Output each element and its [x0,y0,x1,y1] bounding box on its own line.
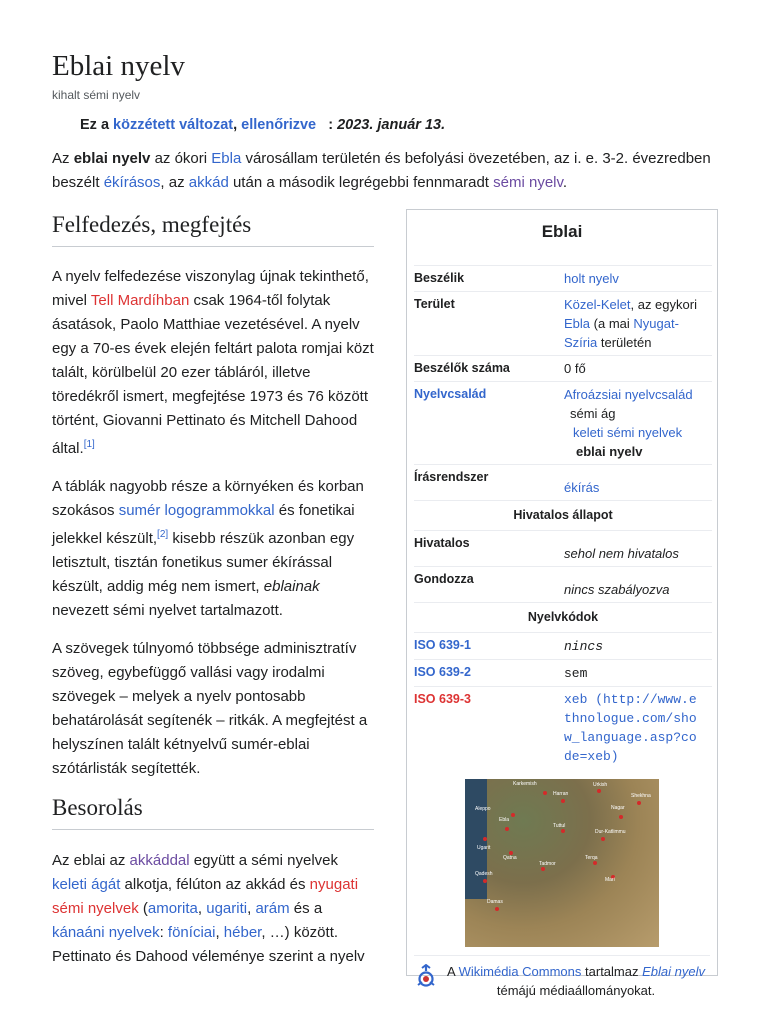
keleti-ag-link[interactable]: keleti ágát [52,876,121,893]
map-label: Urkish [593,782,608,788]
map-label: Karkemish [513,781,537,787]
p-text: , …) között. Pettinato és Dahood véleménye szerint a nyelv [52,924,365,965]
eblai-nyelv-commons-link[interactable]: Eblai nyelv [642,964,705,979]
intro-text-3: városállam területén és befolyási övezetében, az i. e. 3-2. évezredben beszélt [52,150,711,191]
ebla-region-map[interactable] [465,779,659,947]
header-text: Nyelvkódok [414,603,712,633]
semi-nyelv-link[interactable]: sémi nyelv [493,174,563,191]
foniciai-link[interactable]: föníciai [167,924,216,941]
language-infobox [406,209,718,998]
map-dot [483,837,487,841]
link-line: xeb (http://www.e [564,692,697,707]
map-label: Shekhna [631,793,651,799]
map-label: Mari [605,877,615,883]
intro-bold: eblai nyelv [73,150,151,167]
link-line: thnologue.com/sho [564,711,697,726]
revision-prefix: Ez a [80,117,110,133]
map-label: Tuttul [553,823,566,829]
map-label: Dur-Katlimmu [595,829,626,835]
row-key: Beszélők száma [414,356,564,382]
commons-text-3: témájú médiaállományokat. [496,983,656,998]
map-dot [561,799,565,803]
revision-colon: : [328,117,334,133]
row-text: (a mai [590,316,634,331]
row-text: területén [597,335,652,350]
section-classification-body [52,849,374,983]
map-dot [637,801,641,805]
row-key: Hivatalos [414,531,564,567]
intro-text-2: az ókori [150,150,212,167]
iso-639-3-link[interactable]: ISO 639-3 [414,692,471,706]
infobox-header-official [414,501,712,531]
iso-639-2-link[interactable]: ISO 639-2 [414,665,471,679]
p-text: : [159,924,168,941]
commons-text-1: A [447,964,459,979]
p-text: és fonetikai jelekkel készült, [52,502,355,547]
p-text: , [197,900,207,917]
row-key: Írásrendszer [414,465,564,501]
p-text: csak 1964-től folytak ásatások, Paolo Matthiae vezetésével. A nyelv egy a 70-es évek elején feltárt palota romjai közt talált, körülbelül 20 ezer tábláról, illetve töredékről ismert, megfejtése 1973 és 76 között történt, Giovanni Pettinato és Mitchell Dahood által. [52,292,374,457]
p-text: , [215,924,224,941]
revision-notice [80,117,445,133]
map-label: Damas [487,899,503,905]
infobox-row-regulator [414,567,712,603]
family-eblai: eblai nyelv [576,444,643,459]
infobox-row-iso1 [414,633,712,660]
map-dot [495,907,499,911]
section-heading-classification: Besorolás [52,795,374,830]
map-dot [505,827,509,831]
commons-text [442,962,710,1000]
p-text: A táblák nagyobb része a környéken és korban szokásos [52,478,364,519]
kozel-kelet-link[interactable]: Közel-Kelet [564,297,631,312]
row-key: Terület [414,292,564,356]
p-text: Az eblai az [52,852,130,869]
p-text: alkotja, félúton az akkád és [120,876,310,893]
map-dot [541,867,545,871]
family-semi: sémi ág [570,406,616,421]
discovery-paragraph-1 [52,265,374,461]
map-label: Nagar [611,805,625,811]
amorita-link[interactable]: amorita [147,900,198,917]
section-discovery-body [52,265,374,795]
p-text: ( [138,900,148,917]
revision-sep: , [233,117,238,133]
map-dot [511,813,515,817]
map-dot [483,879,487,883]
map-dot [593,861,597,865]
commons-text-2: tartalmaz [581,964,643,979]
row-value: sem [564,666,588,681]
intro-text-1: Az [52,150,74,167]
nyugat-sziria-link[interactable]: Nyugat-Szíria [564,316,679,350]
akkad-link[interactable]: akkád [188,174,229,191]
map-label: Tadmor [539,861,556,867]
p-text: nevezett sémi nyelvet tartalmazott. [52,602,283,619]
intro-text-5: után a második legrégebbi fennmaradt [228,174,494,191]
map-label: Harran [553,791,569,797]
infobox-table [414,265,712,769]
ekirasos-link[interactable]: ékírásos [103,174,161,191]
infobox-row-speaker-count [414,356,712,382]
afroazsiai-link[interactable]: Afroázsiai nyelvcsalád [564,387,693,402]
infobox-title: Eblai [541,222,583,241]
map-dot [543,791,547,795]
infobox-row-iso3 [414,687,712,770]
akkad-link-2[interactable]: akkáddal [129,852,190,869]
ethnologue-link[interactable] [564,690,712,766]
row-value: sehol nem hivatalos [564,546,679,561]
infobox-row-family [414,382,712,465]
row-value: nincs [564,639,604,654]
row-text: , az egykori [630,297,697,312]
infobox-row-official [414,531,712,567]
ebla-link[interactable]: Ebla [211,150,242,167]
p-text: kisebb részük azonban egy letisztult, tisztán fonetikus sumer ékírással készült, addig még nem ismert, [52,530,355,595]
map-dot [597,789,601,793]
map-label: Qadesh [475,871,493,877]
classification-paragraph-1 [52,849,374,969]
row-key: Beszélik [414,266,564,292]
header-text: Hivatalos állapot [414,501,712,531]
iso-639-1-link[interactable]: ISO 639-1 [414,638,471,652]
p-text: , [247,900,256,917]
map-dot [619,815,623,819]
published-version-link[interactable]: közzétett változat [113,117,234,133]
map-dot [601,837,605,841]
nyugati-semi-link[interactable]: nyugati sémi nyelvek [52,876,359,917]
page-subtitle: kihalt sémi nyelv [52,88,141,102]
infobox-row-script [414,465,712,501]
p-text: és a [289,900,323,917]
row-key: Gondozza [414,567,564,603]
link-line: w_language.asp?co [564,730,697,745]
map-label: Ebla [499,817,510,823]
infobox-header-codes [414,603,712,633]
ebla-link-2[interactable]: Ebla [564,316,591,331]
p-text: A nyelv felfedezése viszonylag újnak tekinthető, mivel [52,268,369,309]
infobox-row-area [414,292,712,356]
kanaani-link[interactable]: kánaáni nyelvek [52,924,160,941]
wikimedia-commons-link[interactable]: Wikimédia Commons [458,964,582,979]
wikimedia-commons-icon [414,964,442,995]
reference-2-link[interactable]: [2] [157,529,169,540]
page-title: Eblai nyelv [52,50,185,82]
infobox-row-speakers [414,266,712,292]
map-label: Terqa [585,855,598,861]
reference-1-link[interactable]: [1] [83,439,95,450]
map-label: Ugarit [477,845,491,851]
map-label: Qatna [503,855,517,861]
intro-paragraph [52,147,724,195]
p-text: együtt a sémi nyelvek [189,852,338,869]
ekiras-link[interactable]: ékírás [564,480,600,495]
checked-link[interactable]: ellenőrizve [241,117,317,133]
row-value: nincs szabályozva [564,582,670,597]
aram-link[interactable]: arám [255,900,290,917]
heber-link[interactable]: héber [223,924,262,941]
infobox-row-iso2 [414,660,712,687]
map-label: Aleppo [475,806,491,812]
row-value: 0 fő [564,356,712,382]
ugariti-link[interactable]: ugariti [206,900,248,917]
discovery-paragraph-2 [52,475,374,623]
intro-text-6: . [562,174,568,191]
intro-text-4: , az [160,174,189,191]
keleti-semi-link[interactable]: keleti sémi nyelvek [573,425,683,440]
link-line: de=xeb) [564,749,619,764]
section-heading-discovery: Felfedezés, megfejtés [52,212,374,247]
discovery-paragraph-3: A szövegek túlnyomó többsége adminisztratív szöveg, egybefüggő vallási vagy irodalmi szövegek – melyek a nyelv pontosabb behatárolását segítenék – ritkák. A megfejtést a helyszínen talált kétnyelvű sumér-eblai szótárlisták segítették. [52,640,368,777]
commons-notice [414,955,710,1000]
revision-date: 2023. január 13. [337,117,446,133]
holt-nyelv-link[interactable]: holt nyelv [564,271,619,286]
p-italic: eblainak [263,578,320,595]
sumer-logogram-link[interactable]: sumér logogrammokkal [118,502,275,519]
map-dot [561,829,565,833]
nyelvcsalad-link[interactable]: Nyelvcsalád [414,387,487,401]
tell-mardih-link[interactable]: Tell Mardíhban [90,292,190,309]
